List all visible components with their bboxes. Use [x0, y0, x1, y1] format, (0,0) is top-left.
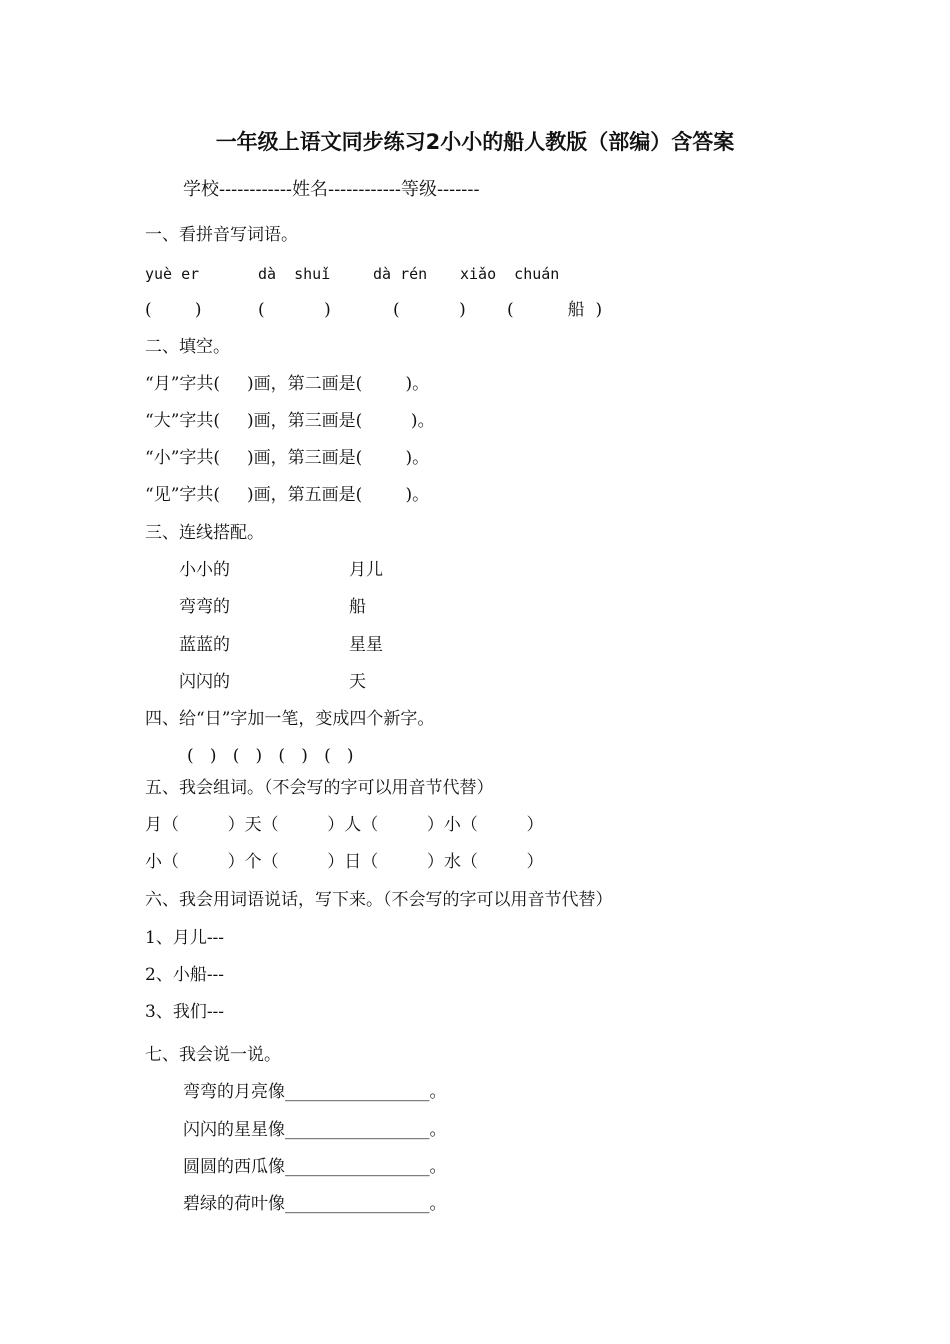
simile-item-3: 圆圆的西瓜像_________________。 — [183, 1157, 447, 1177]
match-left-1: 小小的 — [179, 560, 230, 580]
section1-heading: 一、看拼音写词语。 — [145, 225, 298, 245]
answer-bracket-4: ( 船 ) — [507, 300, 603, 320]
match-left-3: 蓝蓝的 — [179, 635, 230, 655]
fill-item-1: “月”字共( )画，第二画是( )。 — [145, 374, 430, 394]
simile-item-4: 碧绿的荷叶像_________________。 — [183, 1194, 447, 1214]
answer-bracket-3: ( ) — [393, 300, 466, 320]
sentence-item-3: 3、我们--- — [145, 1002, 225, 1022]
pinyin-3: dà rén — [373, 265, 428, 283]
section4-heading: 四、给“日”字加一笔，变成四个新字。 — [145, 709, 435, 729]
section5-heading: 五、我会组词。（不会写的字可以用音节代替） — [145, 778, 494, 798]
fill-item-4: “见”字共( )画，第五画是( )。 — [145, 485, 430, 505]
word-row-1: 月（ ）天（ ）人（ ）小（ ） — [145, 815, 544, 835]
section6-heading: 六、我会用词语说话，写下来。（不会写的字可以用音节代替） — [145, 890, 613, 910]
pinyin-2: dà shuǐ — [258, 265, 331, 283]
match-right-3: 星星 — [349, 635, 383, 655]
match-right-2: 船 — [349, 597, 366, 617]
match-right-1: 月儿 — [349, 560, 383, 580]
word-row-2: 小（ ）个（ ）日（ ）水（ ） — [145, 852, 544, 872]
section2-heading: 二、填空。 — [145, 337, 230, 357]
section3-heading: 三、连线搭配。 — [145, 523, 264, 543]
school-name-grade-line: 学校------------姓名------------等级------- — [183, 179, 480, 200]
answer-bracket-1: ( ) — [145, 300, 202, 320]
fill-item-2: “大”字共( )画，第三画是( )。 — [145, 411, 435, 431]
section7-heading: 七、我会说一说。 — [145, 1045, 281, 1065]
sentence-item-2: 2、小船--- — [145, 965, 225, 985]
simile-item-1: 弯弯的月亮像_________________。 — [183, 1082, 447, 1102]
sentence-item-1: 1、月儿--- — [145, 928, 225, 948]
match-left-2: 弯弯的 — [179, 597, 230, 617]
fill-item-3: “小”字共( )画，第三画是( )。 — [145, 448, 430, 468]
answer-bracket-2: ( ) — [258, 300, 331, 320]
new-char-blanks: ( ) ( ) ( ) ( ) — [187, 746, 354, 766]
match-right-4: 天 — [349, 672, 366, 692]
pinyin-1: yuè er — [145, 265, 200, 283]
pinyin-4: xiǎo chuán — [460, 265, 560, 283]
simile-item-2: 闪闪的星星像_________________。 — [183, 1120, 447, 1140]
page-title: 一年级上语文同步练习2小小的船人教版（部编）含答案 — [215, 130, 735, 154]
match-left-4: 闪闪的 — [179, 672, 230, 692]
